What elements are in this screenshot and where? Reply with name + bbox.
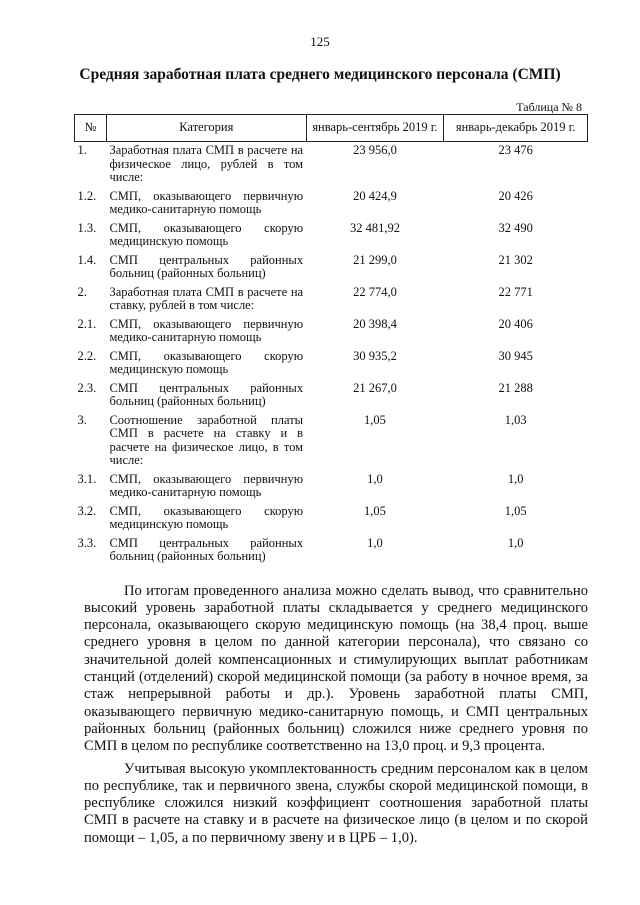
row-value-jan-sep: 23 956,0	[353, 143, 397, 157]
row-category: Заработная плата СМП в расчете на физическое лицо, рублей в том числе:	[109, 143, 304, 184]
row-category: СМП, оказывающего первичную медико-санитарную помощь	[109, 188, 304, 216]
row-value-jan-dec: 32 490	[498, 220, 533, 235]
row-value-jan-sep: 1,05	[364, 412, 386, 427]
row-value-jan-sep: 1,0	[367, 535, 383, 550]
table-row	[75, 535, 588, 567]
row-value-jan-dec: 20 426	[498, 188, 533, 203]
row-category: СМП, оказывающего первичную медико-санитарную помощь	[109, 471, 304, 499]
row-value-jan-dec: 1,05	[504, 503, 527, 518]
row-value-jan-dec: 20 406	[498, 316, 533, 331]
row-value-jan-dec: 1,0	[507, 471, 524, 486]
header-jan-dec: январь-декабрь 2019 г.	[444, 115, 588, 142]
row-number: 2.	[77, 284, 87, 299]
row-number: 3.3.	[77, 535, 97, 550]
row-number: 1.4.	[77, 252, 97, 267]
row-category: СМП, оказывающего скорую медицинскую помощь	[109, 348, 304, 376]
row-value-jan-sep: 30 935,2	[353, 348, 397, 363]
row-category: СМП центральных районных больниц (районных больниц)	[109, 535, 304, 563]
salary-table	[74, 114, 588, 567]
row-value-jan-dec: 21 302	[498, 252, 533, 267]
row-number: 3.	[77, 412, 87, 427]
row-value-jan-dec: 30 945	[498, 348, 533, 363]
row-value-jan-sep: 1,0	[367, 471, 383, 486]
table-row	[75, 284, 588, 316]
conclusion-paragraph: Учитывая высокую укомплектованность средним персоналом как в целом по республике, так и первичного звена, службы скорой медицинской помощи, в республике сложился низкий коэффициент соотношения заработной платы СМП в расчете на ставку и в расчете на физическое лицо (в целом и по скорой помощи – 1,05, а по первичному звену и в ЦРБ – 1,0).	[84, 760, 588, 846]
analysis-paragraph: По итогам проведенного анализа можно сделать вывод, что сравнительно высокий уровень заработной платы складывается у среднего медицинского персонала, оказывающего скорую медицинскую помощь (на 38,4 проц. выше среднего уровня в целом по данной категории персонала), что связано со значительной долей компенсационных и стимулирующих выплат работникам станций (отделений) скорой медицинской помощи (за работу в ночное время, за стаж непрерывной работы и др.). Уровень заработной платы СМП, оказывающего первичную медико-санитарную помощь, и СМП центральных районных больниц (районных больниц) сложился ниже среднего уровня по СМП в целом по республике соответственно на 13,0 проц. и 9,3 процента.	[84, 582, 588, 755]
page-number: 125	[310, 34, 330, 49]
row-number: 3.1.	[77, 471, 97, 486]
row-value-jan-sep: 1,05	[364, 503, 386, 518]
row-category: СМП, оказывающего скорую медицинскую помощь	[109, 220, 304, 248]
row-number: 2.1.	[77, 316, 97, 331]
row-value-jan-dec: 22 771	[498, 284, 533, 299]
row-category: Заработная плата СМП в расчете на ставку, рублей в том числе:	[109, 284, 304, 312]
row-number: 2.3.	[77, 380, 97, 395]
row-number: 1.3.	[77, 220, 97, 235]
row-category: СМП центральных районных больниц (районных больниц)	[109, 252, 304, 280]
row-category: Соотношение заработной платы СМП в расчете на ставку и в расчете на физическое лицо, в том числе:	[109, 412, 304, 467]
row-number: 3.2.	[77, 503, 97, 518]
table-row	[75, 142, 588, 188]
row-category: СМП центральных районных больниц (районных больниц)	[109, 380, 304, 408]
row-value-jan-dec: 23 476	[498, 143, 533, 157]
row-value-jan-dec: 21 288	[498, 380, 533, 395]
table-row	[75, 188, 588, 220]
row-category: СМП, оказывающего первичную медико-санитарную помощь	[109, 316, 304, 344]
table-row	[75, 316, 588, 348]
row-category: СМП, оказывающего скорую медицинскую помощь	[109, 503, 304, 531]
row-value-jan-sep: 20 424,9	[353, 188, 397, 203]
table-row	[75, 412, 588, 471]
row-value-jan-sep: 21 299,0	[353, 252, 397, 267]
table-row	[75, 380, 588, 412]
row-value-jan-dec: 1,0	[507, 535, 524, 550]
row-value-jan-sep: 21 267,0	[353, 380, 397, 395]
row-value-jan-sep: 32 481,92	[349, 220, 400, 235]
table-label: Таблица № 8	[516, 100, 582, 114]
table-row	[75, 503, 588, 535]
table-row	[75, 471, 588, 503]
row-number: 1.2.	[77, 188, 97, 203]
table-row	[75, 252, 588, 284]
header-category: Категория	[106, 115, 306, 142]
row-value-jan-sep: 20 398,4	[353, 316, 397, 331]
row-value-jan-dec: 1,03	[504, 412, 527, 427]
row-value-jan-sep: 22 774,0	[353, 284, 397, 299]
table-row	[75, 220, 588, 252]
row-number: 2.2.	[77, 348, 97, 363]
header-number: №	[75, 115, 107, 142]
page-title: Средняя заработная плата среднего медицинского персонала (СМП)	[79, 66, 561, 83]
table-header-row	[75, 115, 588, 142]
header-jan-sep: январь-сентябрь 2019 г.	[306, 115, 444, 142]
table-row	[75, 348, 588, 380]
row-number: 1.	[77, 143, 87, 157]
